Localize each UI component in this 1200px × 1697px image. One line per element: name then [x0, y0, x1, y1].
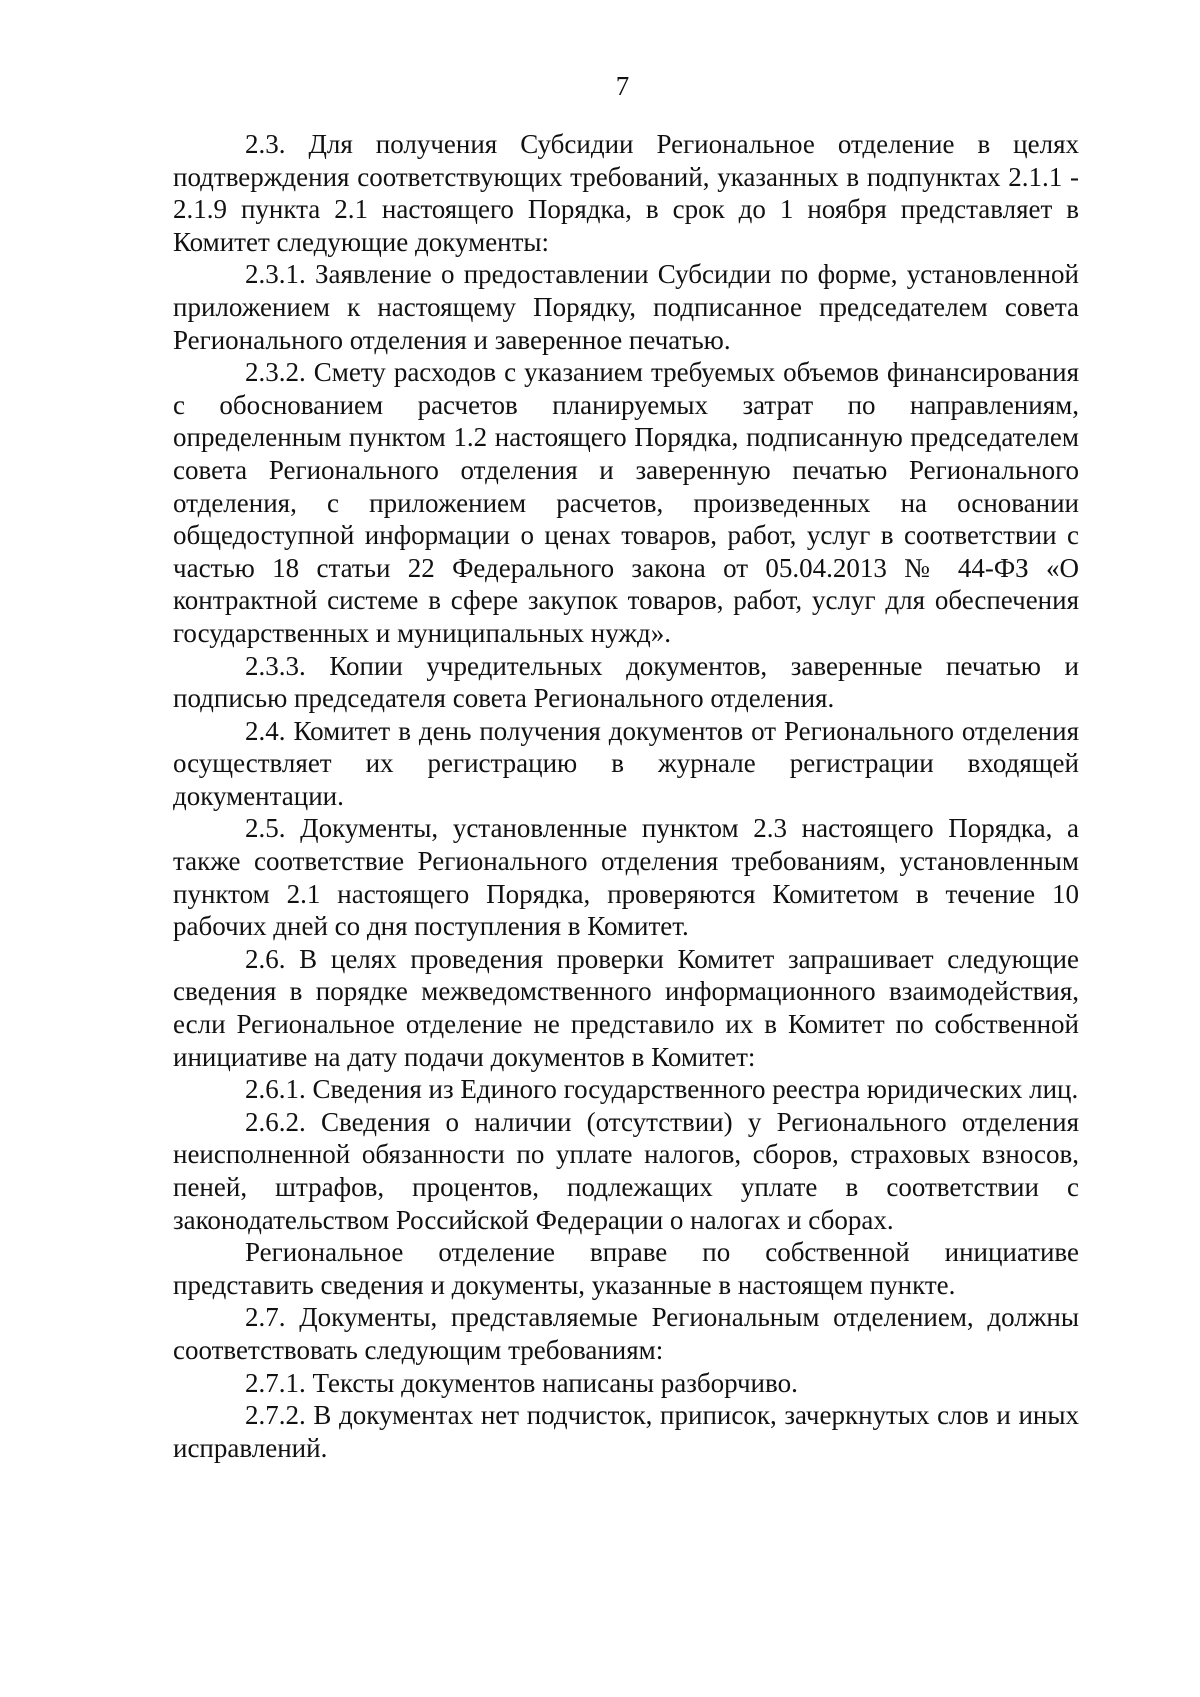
paragraph-2-4: 2.4. Комитет в день получения документов от Регионального отделения осуществляет их регистрацию в журнале регистрации входящей документации. — [173, 715, 1079, 811]
page-number: 7 — [615, 71, 630, 101]
paragraph-own-initiative: Региональное отделение вправе по собственной инициативе представить сведения и документы, указанные в настоящем пункте. — [173, 1237, 1079, 1300]
paragraph-2-6-1: 2.6.1. Сведения из Единого государственного реестра юридических лиц. — [245, 1074, 1079, 1105]
paragraph-2-5: 2.5. Документы, установленные пунктом 2.3 настоящего Порядка, а также соответствие Регионального отделения требованиям, установленным пунктом 2.1 настоящего Порядка, проверяются Комитетом в течение 10 рабочих дней со дня поступления в Комитет. — [173, 813, 1079, 942]
paragraph-2-6: 2.6. В целях проведения проверки Комитет запрашивает следующие сведения в порядке межведомственного информационного взаимодействия, если Региональное отделение не представило их в Комитет по собственной инициативе на дату подачи документов в Комитет: — [173, 943, 1079, 1072]
paragraph-2-6-2: 2.6.2. Сведения о наличии (отсутствии) у Регионального отделения неисполненной обязанности по уплате налогов, сборов, страховых взносов, пеней, штрафов, процентов, подлежащих уплате в соответствии с законодательством Российской Федерации о налогах и сборах. — [173, 1106, 1079, 1235]
document-body — [173, 128, 1079, 1464]
paragraph-2-7-1: 2.7.1. Тексты документов написаны разборчиво. — [245, 1367, 798, 1398]
paragraph-2-3-3: 2.3.3. Копии учредительных документов, заверенные печатью и подписью председателя совета Регионального отделения. — [173, 650, 1079, 714]
paragraph-2-3-2: 2.3.2. Смету расходов с указанием требуемых объемов финансирования с обоснованием расчетов планируемых затрат по направлениям, определенным пунктом 1.2 настоящего Порядка, подписанную председателем совета Регионального отделения и заверенную печатью Регионального отделения, с приложением расчетов, произведенных на основании общедоступной информации о ценах товаров, работ, услуг в соответствии с частью 18 статьи 22 Федерального закона от 05.04.2013 № 44-ФЗ «О контрактной системе в сфере закупок товаров, работ, услуг для обеспечения государственных и муниципальных нужд». — [173, 357, 1079, 648]
paragraph-2-3: 2.3. Для получения Субсидии Региональное отделение в целях подтверждения соответствующих требований, указанных в подпунктах 2.1.1 - 2.1.9 пункта 2.1 настоящего Порядка, в срок до 1 ноября представляет в Комитет следующие документы: — [173, 129, 1079, 257]
paragraph-2-7-2: 2.7.2. В документах нет подчисток, приписок, зачеркнутых слов и иных исправлений. — [173, 1400, 1079, 1463]
paragraph-2-3-1: 2.3.1. Заявление о предоставлении Субсидии по форме, установленной приложением к настоящему Порядку, подписанное председателем совета Регионального отделения и заверенное печатью. — [173, 259, 1079, 355]
paragraph-2-7: 2.7. Документы, представляемые Региональным отделением, должны соответствовать следующим требованиям: — [173, 1302, 1079, 1365]
